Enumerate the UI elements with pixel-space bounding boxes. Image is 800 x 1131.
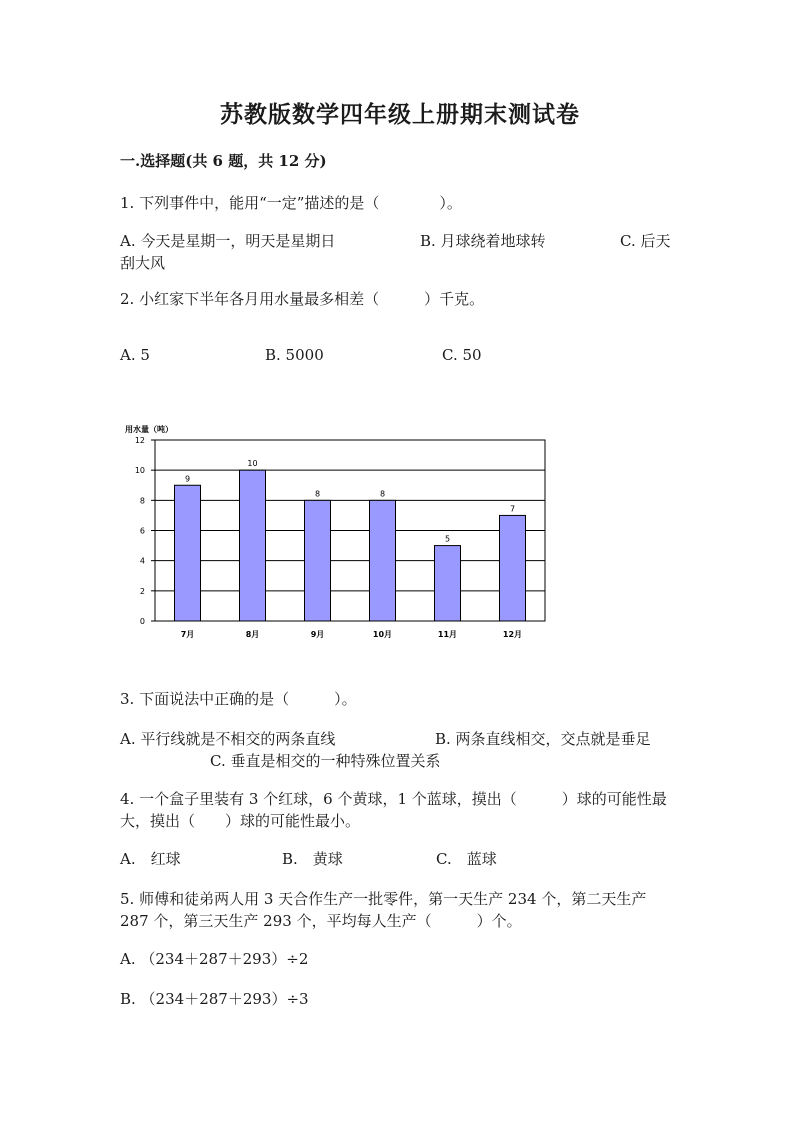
chart-x-tick-label: 9月 bbox=[310, 630, 325, 639]
question-1-option-c-continued: 刮大风 bbox=[120, 254, 166, 272]
chart-x-tick-label: 10月 bbox=[372, 630, 393, 639]
question-1-option-c: C. 后天 bbox=[620, 232, 671, 250]
chart-data-label: 8 bbox=[314, 489, 321, 499]
section-heading: 一.选择题(共 6 题，共 12 分) bbox=[120, 152, 327, 170]
question-5-option-a: A. （234＋287＋293）÷2 bbox=[120, 950, 309, 968]
chart-bars bbox=[175, 470, 526, 621]
question-3-option-b: B. 两条直线相交，交点就是垂足 bbox=[435, 730, 651, 748]
question-2-option-c: C. 50 bbox=[442, 346, 482, 364]
question-3-option-c: C. 垂直是相交的一种特殊位置关系 bbox=[210, 752, 441, 770]
chart-y-tick-label: 12 bbox=[134, 436, 145, 445]
chart-x-tick-label: 8月 bbox=[245, 630, 260, 639]
question-4-stem-line-1: 4. 一个盒子里装有 3 个红球，6 个黄球，1 个蓝球，摸出（ ）球的可能性最 bbox=[120, 790, 667, 808]
chart-bar bbox=[500, 515, 526, 621]
question-4-option-b: B. 黄球 bbox=[282, 850, 343, 868]
chart-bar bbox=[175, 485, 201, 621]
page-title: 苏教版数学四年级上册期末测试卷 bbox=[220, 101, 580, 128]
water-usage-bar-chart bbox=[112, 418, 552, 648]
question-5-stem-line-1: 5. 师傅和徒弟两人用 3 天合作生产一批零件，第一天生产 234 个，第二天生产 bbox=[120, 890, 647, 908]
question-4-option-c: C. 蓝球 bbox=[436, 850, 497, 868]
chart-data-label: 8 bbox=[379, 489, 386, 499]
question-2-stem: 2. 小红家下半年各月用水量最多相差（ ）千克。 bbox=[120, 290, 485, 308]
chart-bar bbox=[305, 500, 331, 621]
question-3-option-a: A. 平行线就是不相交的两条直线 bbox=[120, 730, 336, 748]
question-1-option-a: A. 今天是星期一，明天是星期日 bbox=[120, 232, 336, 250]
chart-y-tick-label: 8 bbox=[139, 496, 145, 506]
question-3-stem: 3. 下面说法中正确的是（ ）。 bbox=[120, 690, 357, 708]
question-4-stem-line-2: 大，摸出（ ）球的可能性最小。 bbox=[120, 812, 361, 830]
question-2-option-b: B. 5000 bbox=[265, 346, 324, 364]
chart-data-label: 7 bbox=[509, 504, 516, 514]
chart-y-tick-label: 10 bbox=[134, 466, 145, 476]
chart-data-label: 5 bbox=[444, 534, 451, 544]
chart-y-tick-label: 2 bbox=[139, 586, 145, 596]
chart-y-tick-label: 0 bbox=[139, 617, 145, 626]
chart-gridlines bbox=[151, 440, 545, 621]
chart-y-tick-label: 6 bbox=[139, 526, 145, 536]
chart-bar bbox=[435, 546, 461, 621]
question-5-stem-line-2: 287 个，第三天生产 293 个，平均每人生产（ ）个。 bbox=[120, 912, 522, 930]
question-1-stem: 1. 下列事件中，能用“一定”描述的是（ ）。 bbox=[120, 194, 462, 212]
chart-bar bbox=[370, 500, 396, 621]
question-4-option-a: A. 红球 bbox=[120, 850, 181, 868]
chart-x-tick-label: 12月 bbox=[502, 630, 523, 639]
question-1-option-b: B. 月球绕着地球转 bbox=[420, 232, 546, 250]
chart-x-tick-label: 7月 bbox=[180, 630, 195, 639]
question-2-option-a: A. 5 bbox=[120, 346, 150, 364]
chart-y-tick-label: 4 bbox=[139, 556, 145, 566]
chart-bar bbox=[240, 470, 266, 621]
question-5-option-b: B. （234＋287＋293）÷3 bbox=[120, 990, 309, 1008]
chart-y-axis-label: 用水量（吨） bbox=[125, 425, 173, 434]
chart-data-label: 10 bbox=[247, 459, 258, 469]
chart-data-label: 9 bbox=[184, 474, 191, 484]
chart-x-tick-label: 11月 bbox=[437, 630, 458, 639]
